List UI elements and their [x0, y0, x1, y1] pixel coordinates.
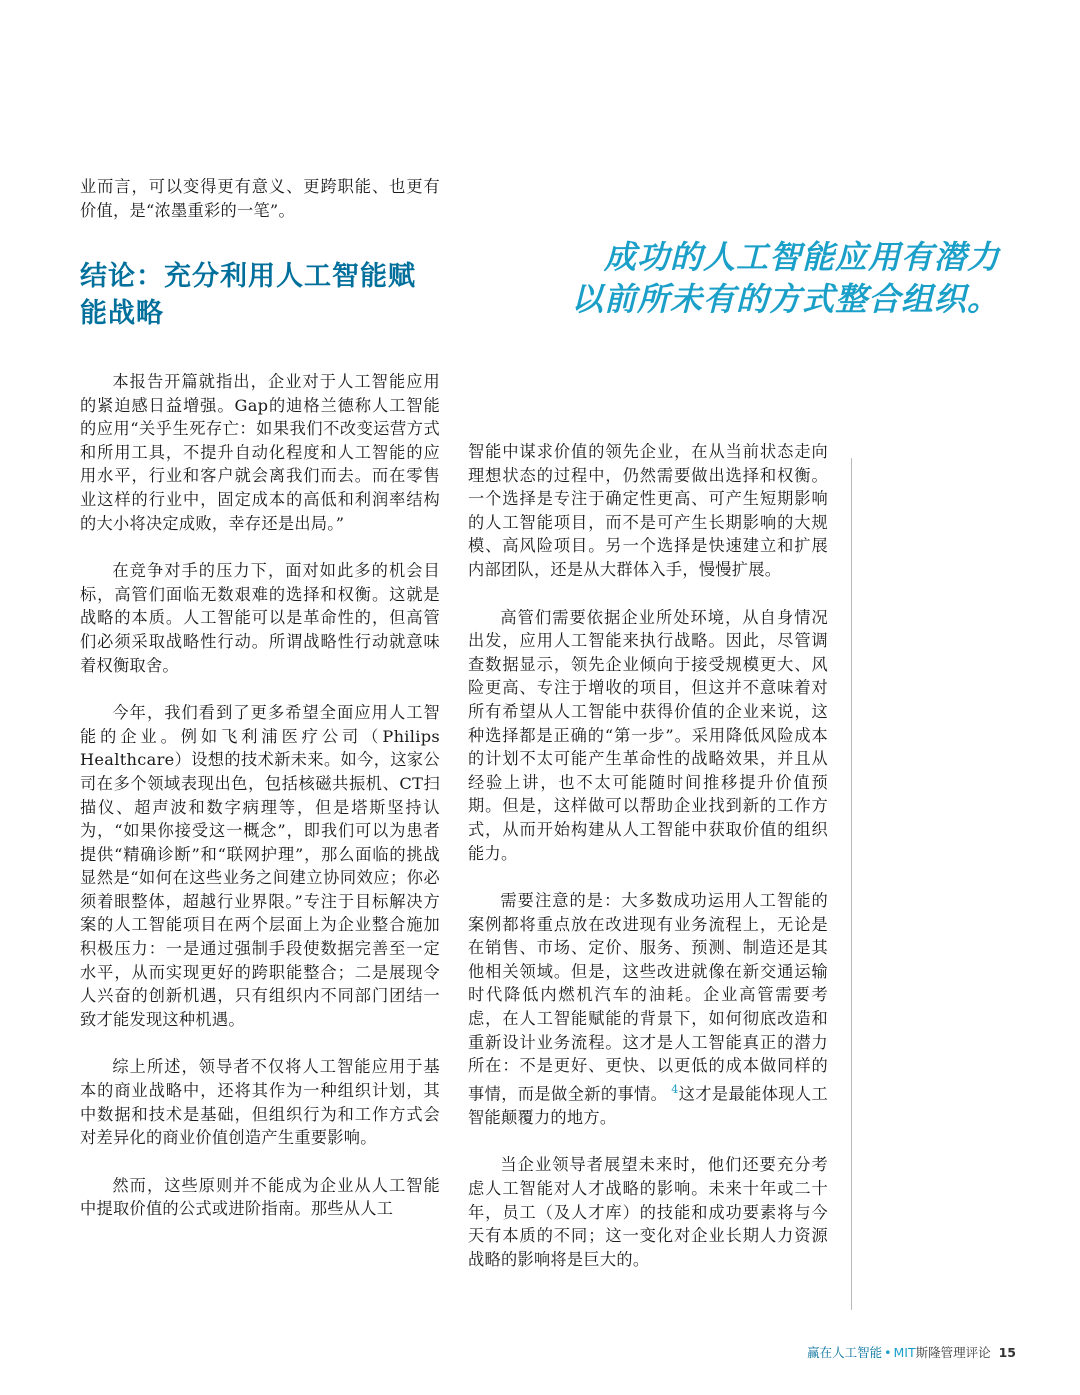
footnote-marker[interactable]: 4 — [671, 1082, 679, 1096]
body-paragraph: 综上所述，领导者不仅将人工智能应用于基本的商业战略中，还将其作为一种组织计划，其中数据和技术是基础，但组织行为和工作方式会对差异化的商业价值创造产生重要影响。 — [80, 1057, 440, 1148]
footer-mit: MIT — [893, 1345, 916, 1360]
body-paragraph: 智能中谋求价值的领先企业，在从当前状态走向理想状态的过程中，仍然需要做出选择和权衡。一个选择是专注于确定性更高、可产生短期影响的人工智能项目，而不是可产生长期影响的大规模、高风险项目。另一个选择是快速建立和扩展内部团队，还是从大群体入手，慢慢扩展。 — [468, 442, 828, 579]
intro-paragraph: 业而言，可以变得更有意义、更跨职能、也更有价值，是“浓墨重彩的一笔”。 — [80, 177, 440, 220]
paragraph-text: 需要注意的是：大多数成功运用人工智能的案例都将重点放在改进现有业务流程上，无论是在销售、市场、定价、服务、预测、制造还是其他相关领域。但是，这些改进就像在新交通运输时代降低内燃机汽车的油耗。企业高管需要考虑，在人工智能赋能的背景下，如何彻底改造和重新设计业务流程。这才是人工智能真正的潜力所在：不是更好、更快、以更低的成本做同样的事情，而是做全新的事情。 — [468, 891, 828, 1104]
body-paragraph: 然而，这些原则并不能成为企业从人工智能中提取价值的公式或进阶指南。那些从人工 — [80, 1175, 440, 1219]
column-divider — [851, 458, 852, 1310]
page-footer — [807, 1343, 1016, 1361]
body-paragraph: 高管们需要依据企业所处环境，从自身情况出发，应用人工智能来执行战略。因此，尽管调查数据显示，领先企业倾向于接受规模更大、风险更高、专注于增收的项目，但这并不意味着对所有希望从人工智能中获得价值的企业来说，这种选择都是正确的“第一步”。采用降低风险成本的计划不太可能产生革命性的战略效果，并且从经验上讲，也不太可能随时间推移提升价值预期。但是，这样做可以帮助企业找到新的工作方式，从而开始构建从人工智能中获取价值的组织能力。 — [468, 607, 828, 863]
body-paragraph: 本报告开篇就指出，企业对于人工智能应用的紧迫感日益增强。Gap的迪格兰德称人工智能的应用“关乎生死存亡：如果我们不改变运营方式和所用工具，不提升自动化程度和人工智能的应用水平，行业和客户就会离我们而去。而在零售业这样的行业中，固定成本的高低和利润率结构的大小将决定成败，幸存还是出局。” — [80, 372, 440, 533]
section-heading: 结论：充分利用人工智能赋能战略 — [80, 261, 416, 329]
pull-quote-line-2: 以前所未有的方式整合组织。 — [570, 280, 1000, 318]
left-column — [80, 175, 440, 222]
footer-report-title: 赢在人工智能 — [807, 1345, 883, 1360]
left-column-body — [80, 370, 440, 1221]
footer-bullet: • — [884, 1345, 892, 1360]
page-number: 15 — [998, 1345, 1016, 1360]
pull-quote — [520, 236, 1000, 320]
body-paragraph: 在竞争对手的压力下，面对如此多的机会目标，高管们面临无数艰难的选择和权衡。这就是战略的本质。人工智能可以是革命性的，但高管们必须采取战略性行动。所谓战略性行动就意味着权衡取舍。 — [80, 561, 440, 675]
right-column — [468, 440, 828, 1271]
body-paragraph — [468, 889, 828, 1129]
pull-quote-line-1: 成功的人工智能应用有潜力 — [603, 238, 1000, 276]
paragraph-text: 这才是最能体现人工智能颠覆力的地方。 — [468, 1084, 828, 1127]
body-paragraph: 当企业领导者展望未来时，他们还要充分考虑人工智能对人才战略的影响。未来十年或二十年，员工（及人才库）的技能和成功要素将与今天有本质的不同；这一变化对企业长期人力资源战略的影响将是巨大的。 — [468, 1155, 828, 1269]
body-paragraph: 今年，我们看到了更多希望全面应用人工智能的企业。例如飞利浦医疗公司（Philips Healthcare）设想的技术新未来。如今，这家公司在多个领域表现出色，包括核磁共振机、CT扫描仪、超声波和数字病理等，但是塔斯坚持认为，“如果你接受这一概念”，即我们可以为患者提供“精确诊断”和“联网护理”，那么面临的挑战显然是“如何在这些业务之间建立协同效应；你必须着眼整体，超越行业界限。”专注于目标解决方案的人工智能项目在两个层面上为企业整合施加积极压力：一是通过强制手段使数据完善至一定水平，从而实现更好的跨职能整合；二是展现令人兴奋的创新机遇，只有组织内不同部门团结一致才能发现这种机遇。 — [80, 703, 440, 1029]
footer-publication: 斯隆管理评论 — [915, 1345, 991, 1360]
